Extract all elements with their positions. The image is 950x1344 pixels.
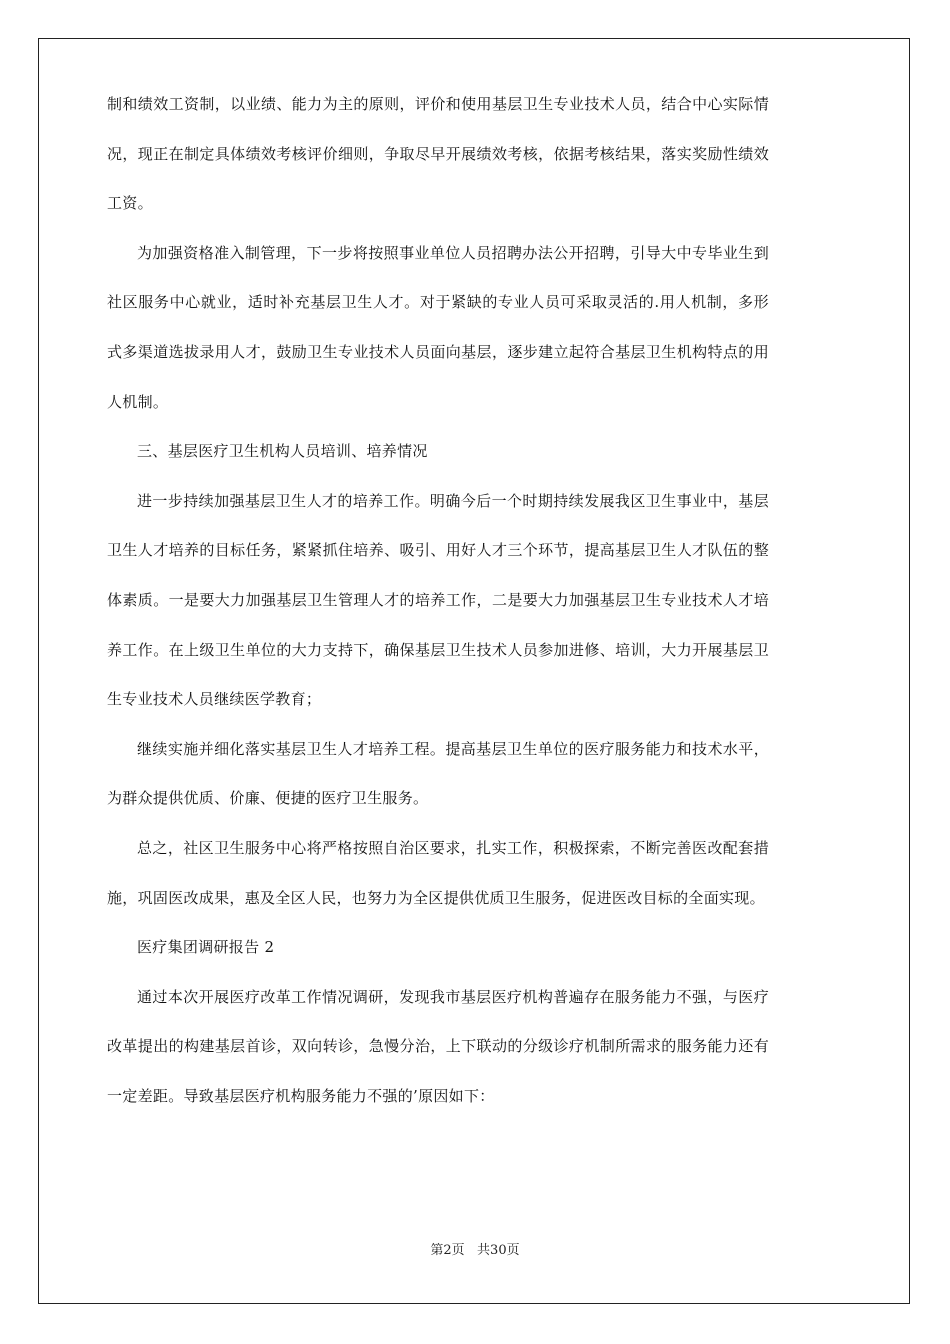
paragraph-1: 制和绩效工资制，以业绩、能力为主的原则，评价和使用基层卫生专业技术人员，结合中心实际情况，现正在制定具体绩效考核评价细则，争取尽早开展绩效考核，依据考核结果，落实奖励性绩效工资。 [107, 95, 769, 213]
paragraph-2: 为加强资格准入制管理，下一步将按照事业单位人员招聘办法公开招聘，引导大中专毕业生到社区服务中心就业，适时补充基层卫生人才。对于紧缺的专业人员可采取灵活的.用人机制，多形式多渠道选拔录用人才，鼓励卫生专业技术人员面向基层，逐步建立起符合基层卫生机构特点的用人机制。 [107, 243, 769, 411]
paragraph-6: 总之，社区卫生服务中心将严格按照自治区要求，扎实工作，积极探索，不断完善医改配套措施，巩固医改成果，惠及全区人民，也努力为全区提供优质卫生服务，促进医改目标的全面实现。 [107, 838, 769, 907]
report-title-2: 医疗集团调研报告 2 [137, 938, 275, 957]
paragraph-8: 通过本次开展医疗改革工作情况调研，发现我市基层医疗机构普遍存在服务能力不强，与医疗改革提出的构建基层首诊，双向转诊，急慢分治，上下联动的分级诊疗机制所需求的服务能力还有一定差距。导致基层医疗机构服务能力不强的’原因如下： [107, 987, 769, 1105]
page-number-footer: 第2页 共30页 [430, 1243, 520, 1258]
section-heading-3: 三、基层医疗卫生机构人员培训、培养情况 [137, 442, 428, 461]
document-body [107, 80, 769, 1121]
paragraph-5: 继续实施并细化落实基层卫生人才培养工程。提高基层卫生单位的医疗服务能力和技术水平，为群众提供优质、价廉、便捷的医疗卫生服务。 [107, 739, 769, 808]
paragraph-4: 进一步持续加强基层卫生人才的培养工作。明确今后一个时期持续发展我区卫生事业中，基层卫生人才培养的目标任务，紧紧抓住培养、吸引、用好人才三个环节，提高基层卫生人才队伍的整体素质。一是要大力加强基层卫生管理人才的培养工作，二是要大力加强基层卫生专业技术人才培养工作。在上级卫生单位的大力支持下，确保基层卫生技术人员参加进修、培训，大力开展基层卫生专业技术人员继续医学教育； [107, 491, 769, 709]
